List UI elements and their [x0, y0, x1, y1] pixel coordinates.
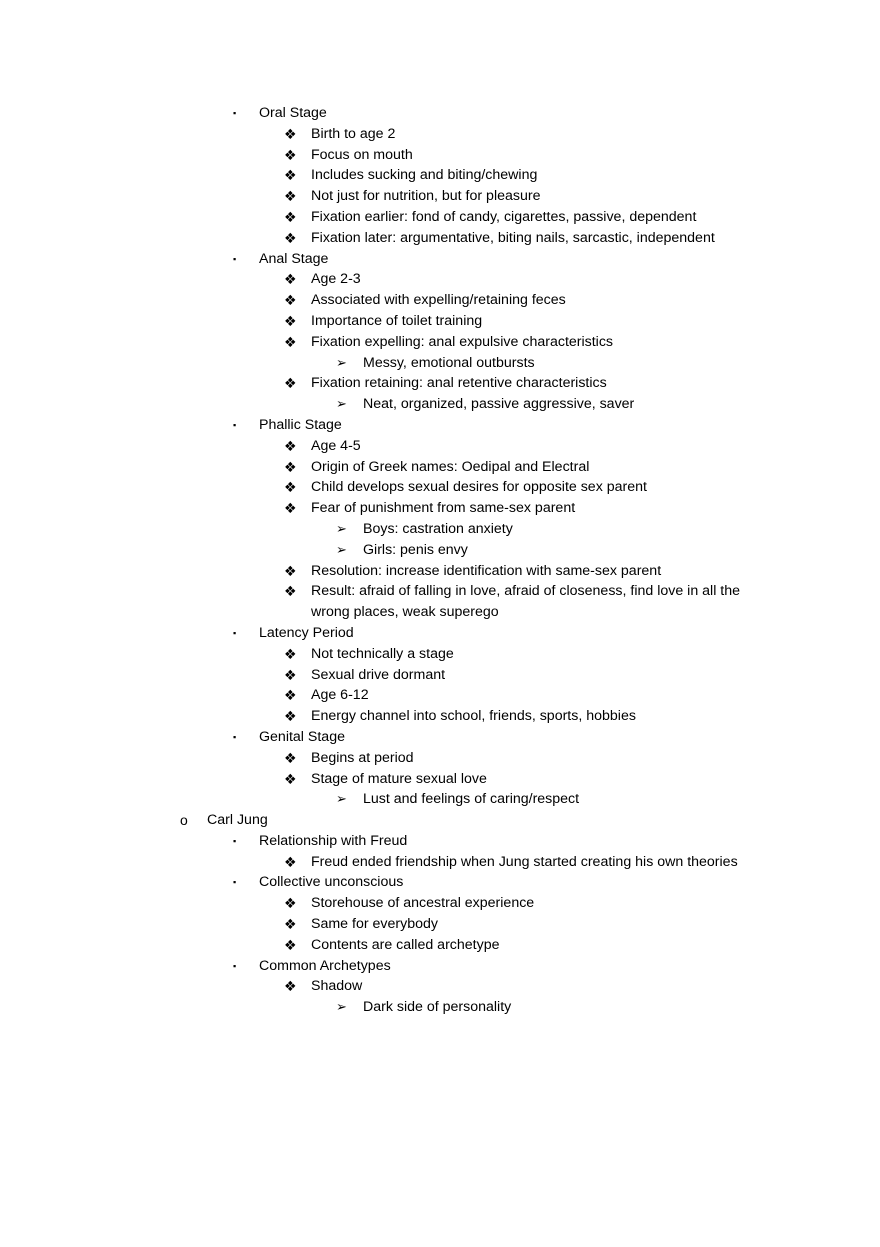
list-item: [0, 311, 880, 332]
list-item-text: Birth to age 2: [311, 125, 396, 142]
list-item-text: Storehouse of ancestral experience: [311, 895, 535, 912]
list-item-text: Lust and feelings of caring/respect: [363, 791, 580, 808]
bullet-icon: ❖: [284, 458, 297, 475]
list-item-text: Not technically a stage: [311, 645, 454, 662]
bullet-icon: ❖: [284, 936, 297, 953]
bullet-icon: ❖: [284, 312, 297, 329]
list-item-text: Fixation retaining: anal retentive characteristics: [311, 375, 607, 392]
list-item: [0, 228, 880, 249]
bullet-icon: ❖: [284, 167, 297, 184]
list-item-text: Sexual drive dormant: [311, 666, 446, 683]
bullet-icon: ▪: [233, 877, 237, 888]
bullet-icon: ➢: [336, 999, 347, 1015]
list-item: [0, 769, 880, 790]
bullet-icon: ➢: [336, 541, 347, 557]
bullet-icon: ▪: [233, 835, 237, 846]
list-item-text: Phallic Stage: [259, 416, 342, 433]
list-item: [0, 997, 880, 1018]
list-item: [0, 893, 880, 914]
list-item-text: Collective unconscious: [259, 874, 404, 891]
bullet-icon: ➢: [336, 520, 347, 536]
list-item-text: Fixation earlier: fond of candy, cigarettes, passive, dependent: [311, 208, 697, 225]
list-item: [0, 852, 880, 873]
bullet-icon: ❖: [284, 479, 297, 496]
bullet-icon: ❖: [284, 687, 297, 704]
bullet-icon: ❖: [284, 125, 297, 142]
list-item-text: Boys: castration anxiety: [363, 520, 513, 537]
list-item: [0, 207, 880, 228]
list-item-text: Anal Stage: [259, 250, 329, 267]
list-item-text: Carl Jung: [207, 812, 268, 829]
bullet-icon: ❖: [284, 208, 297, 225]
list-item: [0, 602, 880, 623]
list-item: [0, 935, 880, 956]
list-item: [0, 623, 880, 644]
list-item: [0, 831, 880, 852]
bullet-icon: ❖: [284, 146, 297, 163]
list-item-text: Child develops sexual desires for opposite sex parent: [311, 479, 647, 496]
list-item-text: Resolution: increase identification with same-sex parent: [311, 562, 662, 579]
list-item: [0, 186, 880, 207]
list-item-text: Shadow: [311, 978, 363, 995]
bullet-icon: ❖: [284, 271, 297, 288]
list-item-text: Fixation expelling: anal expulsive characteristics: [311, 333, 614, 350]
list-item-text: Relationship with Freud: [259, 832, 408, 849]
list-item: [0, 665, 880, 686]
bullet-icon: ▪: [233, 627, 237, 638]
list-item: [0, 976, 880, 997]
list-item: [0, 290, 880, 311]
list-item: [0, 540, 880, 561]
list-item-text: Fixation later: argumentative, biting nails, sarcastic, independent: [311, 229, 715, 246]
list-item-text: Age 4-5: [311, 437, 361, 454]
list-item: [0, 103, 880, 124]
list-item: [0, 477, 880, 498]
list-item-text: Dark side of personality: [363, 999, 512, 1016]
bullet-icon: o: [180, 812, 188, 829]
document-page: [0, 103, 880, 1018]
list-item: [0, 145, 880, 166]
bullet-icon: ❖: [284, 895, 297, 912]
list-item: [0, 748, 880, 769]
bullet-icon: ➢: [336, 791, 347, 807]
bullet-icon: ❖: [284, 749, 297, 766]
list-item: [0, 332, 880, 353]
list-item: [0, 956, 880, 977]
list-item-text: Contents are called archetype: [311, 936, 500, 953]
bullet-icon: ➢: [336, 396, 347, 412]
bullet-icon: ❖: [284, 853, 297, 870]
list-item: [0, 581, 880, 602]
bullet-icon: ❖: [284, 292, 297, 309]
list-item: [0, 727, 880, 748]
bullet-icon: ❖: [284, 500, 297, 517]
list-item-text: Freud ended friendship when Jung started creating his own theories: [311, 853, 738, 870]
bullet-icon: ❖: [284, 645, 297, 662]
list-item: [0, 353, 880, 374]
list-item-text: Neat, organized, passive aggressive, saver: [363, 396, 635, 413]
list-item-text: wrong places, weak superego: [311, 604, 499, 621]
bullet-icon: ▪: [233, 731, 237, 742]
list-item: [0, 457, 880, 478]
list-item-text: Latency Period: [259, 624, 354, 641]
list-item: [0, 498, 880, 519]
list-item: [0, 789, 880, 810]
list-item: [0, 415, 880, 436]
list-item: [0, 165, 880, 186]
list-item-text: Girls: penis envy: [363, 541, 468, 558]
bullet-icon: ❖: [284, 229, 297, 246]
bullet-icon: ❖: [284, 188, 297, 205]
list-item-text: Messy, emotional outbursts: [363, 354, 535, 371]
bullet-icon: ➢: [336, 354, 347, 370]
list-item: [0, 436, 880, 457]
list-item: [0, 394, 880, 415]
list-item: [0, 519, 880, 540]
list-item-text: Associated with expelling/retaining feces: [311, 292, 566, 309]
list-item-text: Energy channel into school, friends, sports, hobbies: [311, 708, 636, 725]
bullet-icon: ❖: [284, 770, 297, 787]
list-item: [0, 872, 880, 893]
list-item: [0, 685, 880, 706]
list-item-text: Age 2-3: [311, 271, 361, 288]
list-item-text: Common Archetypes: [259, 957, 391, 974]
bullet-icon: ❖: [284, 978, 297, 995]
bullet-icon: ❖: [284, 916, 297, 933]
list-item-text: Age 6-12: [311, 687, 369, 704]
bullet-icon: ❖: [284, 333, 297, 350]
bullet-icon: ❖: [284, 562, 297, 579]
list-item: [0, 644, 880, 665]
bullet-icon: ❖: [284, 708, 297, 725]
list-item-text: Genital Stage: [259, 728, 345, 745]
list-item: [0, 249, 880, 270]
list-item-text: Begins at period: [311, 749, 414, 766]
bullet-icon: ❖: [284, 375, 297, 392]
list-item: [0, 269, 880, 290]
list-item-text: Stage of mature sexual love: [311, 770, 487, 787]
list-item-text: Importance of toilet training: [311, 312, 483, 329]
bullet-icon: ▪: [233, 253, 237, 264]
list-item: [0, 373, 880, 394]
list-item: [0, 561, 880, 582]
list-item: [0, 706, 880, 727]
list-item: [0, 810, 880, 831]
bullet-icon: ▪: [233, 419, 237, 430]
list-item-text: Fear of punishment from same-sex parent: [311, 500, 576, 517]
list-item-text: Origin of Greek names: Oedipal and Electral: [311, 458, 590, 475]
bullet-icon: ❖: [284, 666, 297, 683]
list-item-text: Same for everybody: [311, 916, 438, 933]
list-item-text: Oral Stage: [259, 105, 327, 121]
list-item: [0, 914, 880, 935]
bullet-icon: ▪: [233, 960, 237, 971]
list-item-text: Result: afraid of falling in love, afraid of closeness, find love in all the: [311, 583, 741, 600]
list-item: [0, 124, 880, 145]
bullet-icon: ❖: [284, 583, 297, 600]
list-item-text: Includes sucking and biting/chewing: [311, 167, 538, 184]
list-item-text: Focus on mouth: [311, 146, 413, 163]
bullet-icon: ▪: [233, 108, 237, 118]
bullet-icon: ❖: [284, 437, 297, 454]
list-item-text: Not just for nutrition, but for pleasure: [311, 188, 541, 205]
